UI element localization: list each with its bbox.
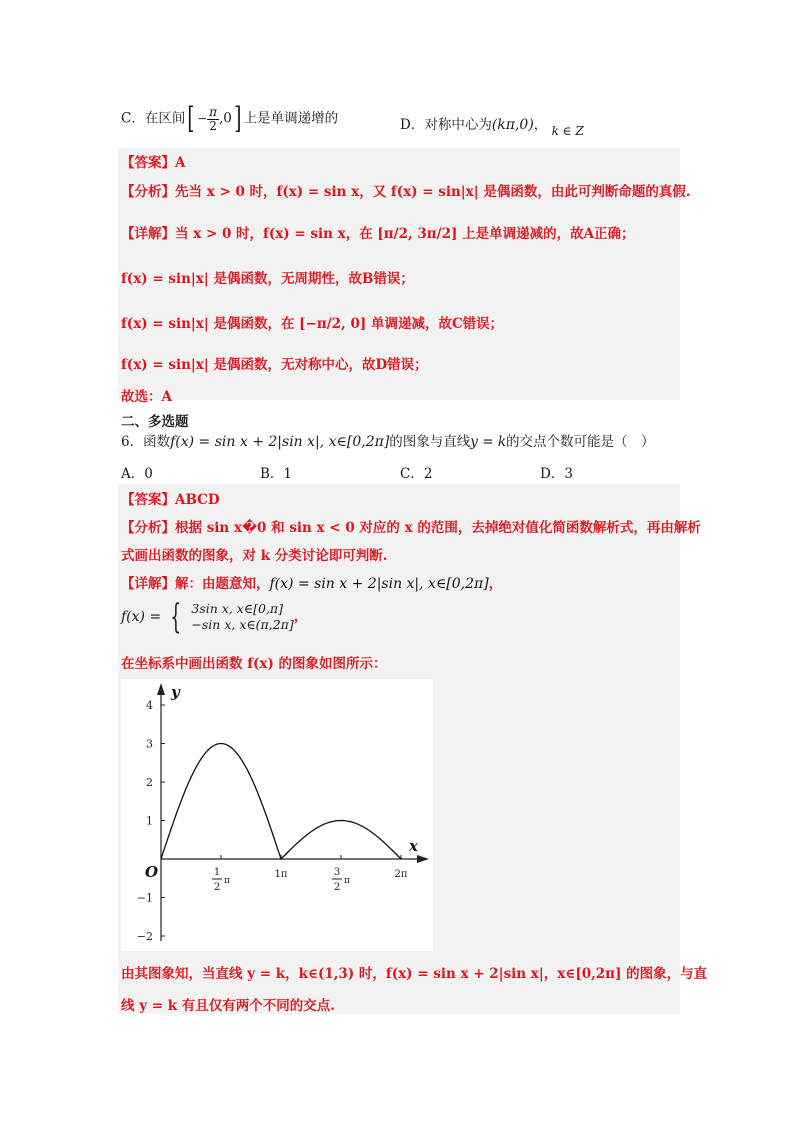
q6-stem: 6．函数f(x) = sin x + 2|sin x|, x∈[0,2π]的图象与直线y = k的交点个数可能是（ ） (121, 434, 655, 450)
function-graph (121, 679, 433, 951)
x-axis-label: x (409, 837, 418, 855)
q6-stem-line: y = k (470, 434, 506, 450)
q5-option-d-prefix: D．对称中心为 (400, 117, 492, 133)
q6-analysis-2: 式画出函数的图象，对 k 分类讨论即可判断. (121, 548, 388, 564)
q6-conclusion-2: 线 y = k 有且仅有两个不同的交点. (121, 998, 336, 1014)
function-graph-svg (121, 679, 433, 951)
x-tick-label: 1π (274, 869, 288, 880)
q5-detail-2: f(x) = sin|x| 是偶函数，无周期性，故B错误； (121, 271, 414, 287)
x-tick-denominator: 2 (213, 882, 221, 893)
q6-detail-1-math: f(x) = sin x + 2|sin x|, x∈[0,2π] (269, 576, 489, 592)
x-tick-numerator: 1 (213, 867, 221, 878)
q6-stem-function: f(x) = sin x + 2|sin x|, x∈[0,2π] (170, 434, 390, 450)
y-axis-label: y (171, 683, 180, 701)
function-curve (161, 744, 401, 860)
y-tick-label: 4 (146, 699, 153, 712)
q5-option-d-cond: k ∈ Z (551, 124, 584, 138)
q5-analysis: 【分析】先当 x > 0 时，f(x) = sin x，又 f(x) = sin|x| 是偶函数，由此可判断命题的真假. (121, 184, 691, 200)
q5-answer: 【答案】A (121, 155, 186, 171)
q6-option-c: C．2 (400, 466, 433, 482)
x-tick-pi: π (224, 876, 230, 886)
q6-option-a: A．0 (121, 466, 153, 482)
q6-detail-1: 【详解】解：由题意知，f(x) = sin x + 2|sin x|, x∈[0,2π]， (121, 576, 503, 592)
q6-analysis-1-text: 根据 sin x�0 和 sin x < 0 对应的 x 的范围，去掉绝对值化简函数解析式，再由解析 (175, 520, 701, 536)
q5-detail-3: f(x) = sin|x| 是偶函数，在 [−π/2, 0] 单调递减，故C错误； (121, 316, 504, 332)
q5-option-c-suffix: 上是单调递增的 (243, 110, 339, 127)
q5-option-c-prefix: C．在区间 (121, 110, 186, 127)
y-tick-label: 3 (146, 737, 153, 751)
q6-piecewise: f(x) = { 3sin x, x∈[0,π] −sin x, x∈(π,2π] ， (121, 597, 308, 637)
y-tick-label: 1 (146, 814, 153, 828)
x-tick-denominator: 2 (333, 882, 341, 893)
q6-answer: 【答案】ABCD (121, 492, 220, 508)
q5-analysis-text: 先当 x > 0 时，f(x) = sin x，又 f(x) = sin|x| 是偶函数，由此可判断命题的真假. (175, 184, 691, 200)
q5-option-c: C．在区间[ − $\frac{\pi}{2}$ ,0] 上是单调递增的 (121, 101, 339, 136)
y-tick-label: 2 (146, 776, 153, 789)
x-tick-numerator: 3 (333, 867, 341, 878)
q5-detail-4: f(x) = sin|x| 是偶函数，无对称中心，故D错误； (121, 357, 428, 373)
y-tick-label: −2 (136, 930, 153, 943)
x-tick-label: 2π (394, 869, 408, 880)
y-axis-arrow (157, 683, 165, 695)
q6-piece-2: −sin x, x∈(π,2π] (191, 617, 294, 632)
q5-detail-1-text: 当 x > 0 时，f(x) = sin x，在 [π/2, 3π/2] 上是单调递减的，故A正确； (175, 226, 635, 242)
x-tick-label (332, 867, 350, 893)
q5-option-c-fraction: $\frac{\pi}{2}$ (209, 104, 218, 133)
x-axis-arrow (417, 855, 429, 863)
q6-piecewise-cases (191, 601, 293, 633)
q5-detail-1: 【详解】当 x > 0 时，f(x) = sin x，在 [π/2, 3π/2] 上是单调递减的，故A正确； (121, 226, 635, 242)
q5-option-d: D．对称中心为(kπ,0)， k ∈ Z (400, 117, 584, 138)
y-tick-label: −1 (136, 891, 153, 905)
q5-choice: 故选：A (121, 389, 172, 405)
x-tick-pi: π (344, 876, 350, 886)
q6-option-d: D．3 (540, 466, 573, 482)
origin-label: O (145, 863, 159, 881)
q6-conclusion-1: 由其图象知，当直线 y = k，k∈(1,3) 时，f(x) = sin x + 2|sin x|，x∈[0,2π] 的图象，与直 (121, 966, 708, 982)
q6-analysis-1: 【分析】根据 sin x�0 和 sin x < 0 对应的 x 的范围，去掉绝对值化简函数解析式，再由解析 (121, 520, 701, 536)
x-tick-label (212, 867, 230, 893)
q5-option-d-center: (kπ,0) (491, 117, 534, 133)
q6-graph-intro: 在坐标系中画出函数 f(x) 的图象如图所示： (121, 656, 387, 672)
q6-piece-1: 3sin x, x∈[0,π] (191, 601, 284, 616)
q6-option-b: B．1 (260, 466, 293, 482)
section-title: 二、多选题 (121, 414, 189, 430)
